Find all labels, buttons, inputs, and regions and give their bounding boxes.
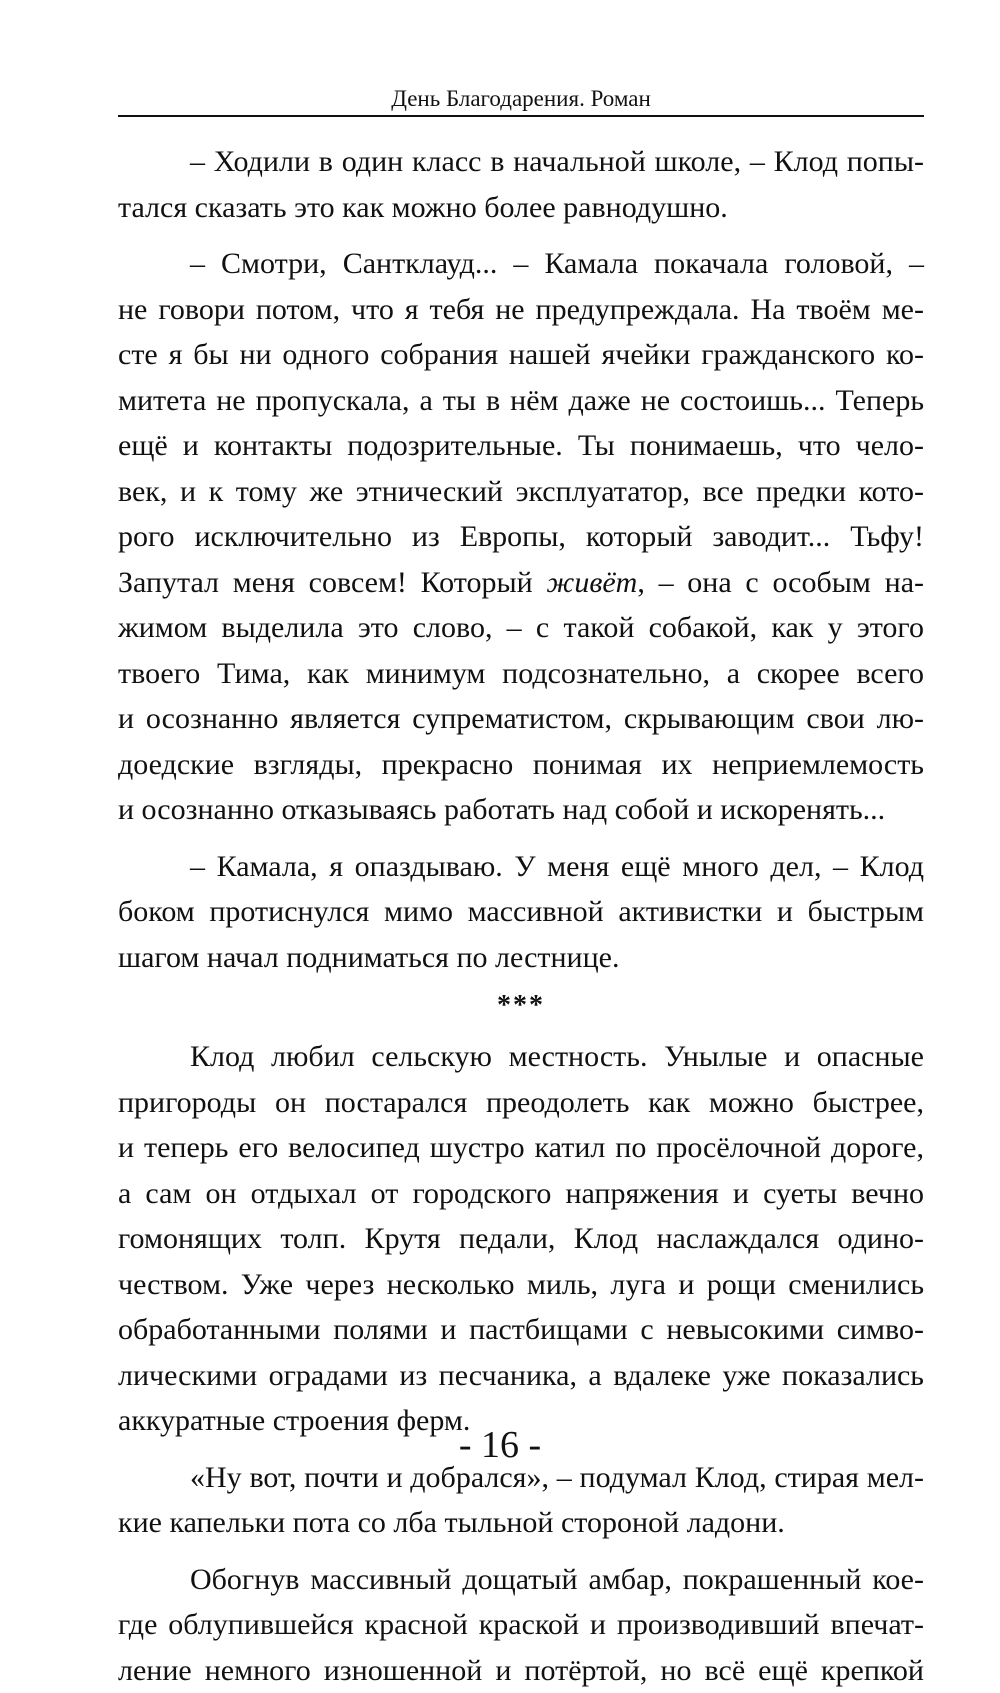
running-header: День Благодарения. Роман — [118, 84, 924, 114]
text-line: и осознанно отказываясь работать над собой и искоренять... — [118, 787, 924, 833]
text-line: век, и к тому же этнический эксплуататор, все предки кото- — [118, 469, 924, 515]
text-line: «Ну вот, почти и добрался», – подумал Клод, стирая мел- — [118, 1455, 924, 1501]
header-rule — [118, 115, 924, 117]
text-line: рого исключительно из Европы, который заводит... Тьфу! — [118, 514, 924, 560]
text-line: тался сказать это как можно более равнодушно. — [118, 185, 924, 231]
text-line: и осознанно является супрематистом, скрывающим свои лю- — [118, 696, 924, 742]
text-line: гомонящих толп. Крутя педали, Клод наслаждался одино- — [118, 1216, 924, 1262]
text-line: – Смотри, Сантклауд... – Камала покачала головой, – — [118, 241, 924, 287]
text-line: – Ходили в один класс в начальной школе, – Клод попы- — [118, 139, 924, 185]
text-line: чеством. Уже через несколько миль, луга и рощи сменились — [118, 1262, 924, 1308]
text-line: доедские взгляды, прекрасно понимая их неприемлемость — [118, 742, 924, 788]
text-line: сте я бы ни одного собрания нашей ячейки гражданского ко- — [118, 332, 924, 378]
section-divider: *** — [118, 986, 924, 1026]
text-line: обработанными полями и пастбищами с невысокими симво- — [118, 1307, 924, 1353]
text-line: и теперь его велосипед шустро катил по просёлочной дороге, — [118, 1125, 924, 1171]
text-line: жимом выделила это слово, – с такой собакой, как у этого — [118, 605, 924, 651]
text-fragment: , – она с особым на- — [637, 566, 924, 599]
paragraph — [118, 139, 924, 230]
text-line: митета не пропускала, а ты в нём даже не состоишь... Теперь — [118, 378, 924, 424]
text-line: где облупившейся красной краской и производивший впечат- — [118, 1602, 924, 1648]
paragraph — [118, 844, 924, 981]
italic-word: живёт — [546, 566, 637, 599]
paragraph — [118, 241, 924, 833]
text-line: твоего Тима, как минимум подсознательно, а скорее всего — [118, 651, 924, 697]
text-line: не говори потом, что я тебя не предупреждала. На твоём ме- — [118, 287, 924, 333]
text-line-with-italic — [118, 560, 924, 606]
text-line: пригороды он постарался преодолеть как можно быстрее, — [118, 1080, 924, 1126]
paragraph — [118, 1034, 924, 1444]
text-line: – Камала, я опаздываю. У меня ещё много дел, – Клод — [118, 844, 924, 890]
paragraph — [118, 1557, 924, 1693]
text-line: ление немного изношенной и потёртой, но всё ещё крепкой — [118, 1648, 924, 1693]
text-line: боком протиснулся мимо массивной активистки и быстрым — [118, 889, 924, 935]
text-line: ещё и контакты подозрительные. Ты понимаешь, что чело- — [118, 423, 924, 469]
page-number: - 16 - — [0, 1420, 1000, 1470]
text-line: кие капельки пота со лба тыльной стороной ладони. — [118, 1500, 924, 1546]
text-line: шагом начал подниматься по лестнице. — [118, 935, 924, 981]
text-line: лическими оградами из песчаника, а вдалеке уже показались — [118, 1353, 924, 1399]
text-line: аккуратные строения ферм. — [118, 1398, 924, 1444]
text-fragment: Запутал меня совсем! Который — [118, 566, 546, 599]
text-line: Обогнув массивный дощатый амбар, покрашенный кое- — [118, 1557, 924, 1603]
text-line: а сам он отдыхал от городского напряжения и суеты вечно — [118, 1171, 924, 1217]
text-line: Клод любил сельскую местность. Унылые и опасные — [118, 1034, 924, 1080]
